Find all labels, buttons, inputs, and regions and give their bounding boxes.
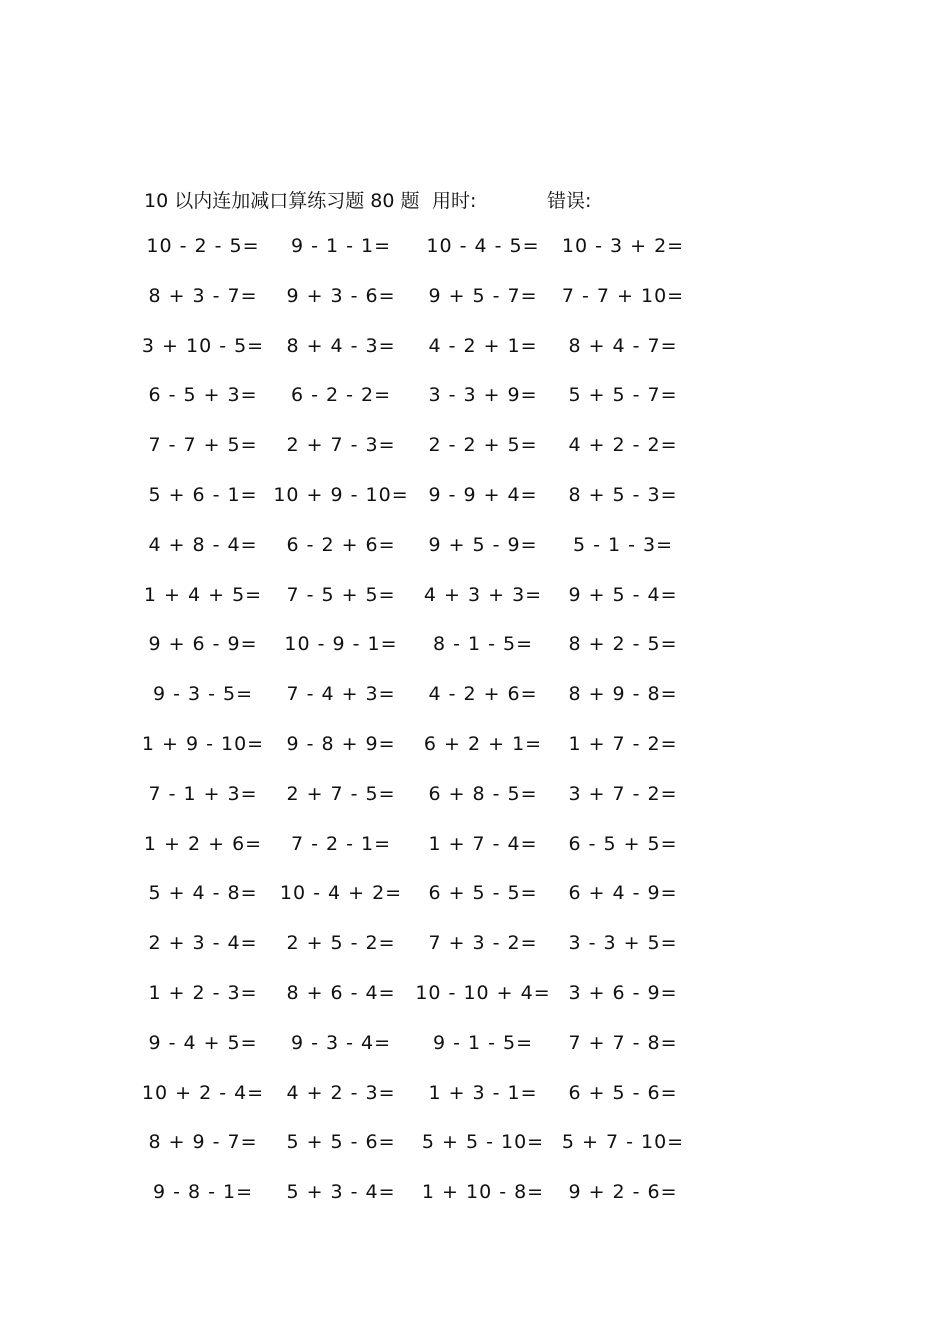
problem-item: 10 - 10 + 4= [415, 981, 551, 1004]
problem-row [0, 1032, 950, 1082]
problem-item: 10 + 9 - 10= [273, 483, 409, 506]
problem-item: 4 + 3 + 3= [423, 583, 543, 606]
problem-item: 8 + 6 - 4= [286, 981, 396, 1004]
problem-item: 3 - 3 + 9= [428, 384, 538, 407]
time-used-label: 用时: [432, 190, 477, 212]
errors-label: 错误: [547, 190, 592, 212]
problem-item: 8 + 2 - 5= [568, 633, 678, 656]
problem-row [0, 584, 950, 634]
problem-item: 6 - 2 - 2= [290, 384, 392, 407]
problem-item: 7 - 4 + 3= [286, 683, 396, 706]
problem-item: 2 + 3 - 4= [148, 932, 258, 955]
problem-item: 2 + 7 - 5= [286, 782, 396, 805]
problem-grid [0, 235, 950, 1231]
problem-item: 5 + 5 - 7= [568, 384, 678, 407]
worksheet-header [0, 186, 950, 214]
problem-row [0, 434, 950, 484]
problem-item: 9 + 5 - 4= [568, 583, 678, 606]
problem-item: 9 + 2 - 6= [568, 1181, 678, 1204]
problem-item: 7 - 1 + 3= [148, 782, 258, 805]
problem-row [0, 1131, 950, 1181]
problem-item: 9 - 1 - 5= [432, 1031, 534, 1054]
problem-item: 8 + 3 - 7= [148, 284, 258, 307]
problem-item: 6 + 5 - 6= [568, 1081, 678, 1104]
problem-item: 9 - 8 + 9= [286, 732, 396, 755]
problem-row [0, 484, 950, 534]
problem-row [0, 1082, 950, 1132]
problem-row [0, 833, 950, 883]
problem-item: 6 - 5 + 3= [148, 384, 258, 407]
problem-item: 2 + 7 - 3= [286, 434, 396, 457]
problem-item: 6 + 4 - 9= [568, 882, 678, 905]
problem-item: 6 + 5 - 5= [428, 882, 538, 905]
problem-item: 7 + 7 - 8= [568, 1031, 678, 1054]
problem-item: 9 - 9 + 4= [428, 483, 538, 506]
problem-row [0, 882, 950, 932]
problem-item: 5 + 3 - 4= [286, 1181, 396, 1204]
problem-row [0, 633, 950, 683]
problem-item: 7 + 3 - 2= [428, 932, 538, 955]
problem-item: 5 + 7 - 10= [561, 1131, 685, 1154]
problem-row [0, 384, 950, 434]
problem-item: 2 + 5 - 2= [286, 932, 396, 955]
problem-item: 2 - 2 + 5= [428, 434, 538, 457]
problem-item: 1 + 2 + 6= [143, 832, 263, 855]
problem-item: 1 + 7 - 4= [428, 832, 538, 855]
problem-item: 3 + 6 - 9= [568, 981, 678, 1004]
worksheet-title: 10 以内连加减口算练习题 80 题 [144, 190, 420, 212]
problem-item: 1 + 9 - 10= [141, 732, 265, 755]
problem-item: 9 + 5 - 7= [428, 284, 538, 307]
problem-item: 3 - 3 + 5= [568, 932, 678, 955]
problem-item: 9 - 3 - 5= [152, 683, 254, 706]
problem-item: 10 - 2 - 5= [146, 235, 260, 257]
problem-item: 5 - 1 - 3= [572, 533, 674, 556]
problem-item: 8 + 9 - 8= [568, 683, 678, 706]
problem-item: 4 - 2 + 6= [428, 683, 538, 706]
problem-row [0, 733, 950, 783]
problem-item: 4 + 8 - 4= [148, 533, 258, 556]
problem-item: 10 - 4 - 5= [426, 235, 540, 257]
problem-row [0, 235, 950, 285]
problem-row [0, 1181, 950, 1231]
problem-item: 3 + 7 - 2= [568, 782, 678, 805]
problem-row [0, 335, 950, 385]
problem-row [0, 534, 950, 584]
problem-item: 9 - 8 - 1= [152, 1181, 254, 1204]
problem-item: 9 + 6 - 9= [148, 633, 258, 656]
problem-item: 5 + 4 - 8= [148, 882, 258, 905]
problem-item: 5 + 5 - 6= [286, 1131, 396, 1154]
problem-item: 8 + 4 - 3= [286, 334, 396, 357]
problem-row [0, 683, 950, 733]
problem-item: 8 + 4 - 7= [568, 334, 678, 357]
problem-item: 10 - 3 + 2= [561, 235, 685, 257]
problem-item: 7 - 2 - 1= [290, 832, 392, 855]
problem-item: 4 - 2 + 1= [428, 334, 538, 357]
problem-item: 8 - 1 - 5= [432, 633, 534, 656]
problem-item: 1 + 3 - 1= [428, 1081, 538, 1104]
problem-item: 1 + 7 - 2= [568, 732, 678, 755]
problem-item: 7 - 7 + 5= [148, 434, 258, 457]
problem-item: 4 + 2 - 3= [286, 1081, 396, 1104]
problem-item: 3 + 10 - 5= [141, 334, 265, 357]
problem-item: 6 - 2 + 6= [286, 533, 396, 556]
problem-item: 9 - 4 + 5= [148, 1031, 258, 1054]
problem-item: 8 + 5 - 3= [568, 483, 678, 506]
problem-row [0, 783, 950, 833]
problem-item: 6 - 5 + 5= [568, 832, 678, 855]
problem-item: 6 + 8 - 5= [428, 782, 538, 805]
problem-item: 4 + 2 - 2= [568, 434, 678, 457]
problem-row [0, 982, 950, 1032]
problem-row [0, 932, 950, 982]
problem-item: 9 - 3 - 4= [290, 1031, 392, 1054]
problem-item: 5 + 6 - 1= [148, 483, 258, 506]
problem-item: 1 + 2 - 3= [148, 981, 258, 1004]
problem-item: 1 + 4 + 5= [143, 583, 263, 606]
problem-row [0, 285, 950, 335]
problem-item: 9 + 3 - 6= [286, 284, 396, 307]
problem-item: 9 - 1 - 1= [290, 235, 392, 257]
problem-item: 1 + 10 - 8= [421, 1181, 545, 1204]
problem-item: 5 + 5 - 10= [421, 1131, 545, 1154]
problem-item: 10 + 2 - 4= [141, 1081, 265, 1104]
problem-item: 10 - 4 + 2= [279, 882, 403, 905]
problem-item: 6 + 2 + 1= [423, 732, 543, 755]
problem-item: 7 - 7 + 10= [561, 284, 685, 307]
problem-item: 10 - 9 - 1= [284, 633, 398, 656]
problem-item: 7 - 5 + 5= [286, 583, 396, 606]
problem-item: 9 + 5 - 9= [428, 533, 538, 556]
problem-item: 8 + 9 - 7= [148, 1131, 258, 1154]
